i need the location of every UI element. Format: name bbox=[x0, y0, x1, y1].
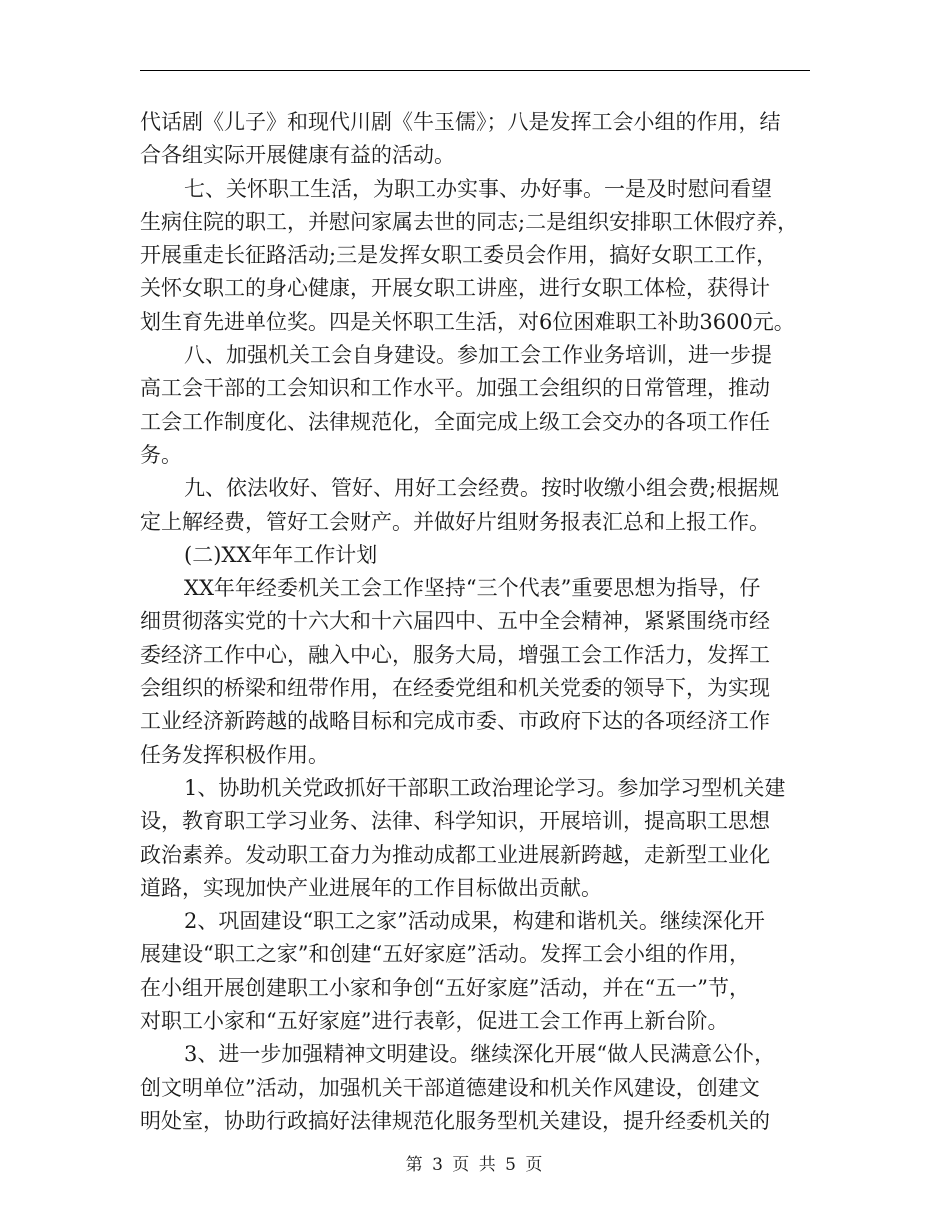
text-line: 工会工作制度化、法律规范化，全面完成上级工会交办的各项工作任 bbox=[140, 409, 770, 434]
text-line: 生病住院的职工，并慰问家属去世的同志;二是组织安排职工休假疗养， bbox=[140, 209, 799, 234]
text-line: 创文明单位”活动，加强机关干部道德建设和机关作风建设，创建文 bbox=[140, 1075, 760, 1100]
text-line: 务。 bbox=[140, 442, 182, 467]
text-line: 关怀女职工的身心健康，开展女职工讲座，进行女职工体检，获得计 bbox=[140, 276, 770, 301]
text-line: 1、协助机关党政抓好干部职工政治理论学习。参加学习型机关建 bbox=[184, 775, 786, 800]
text-line: 明处室，协助行政搞好法律规范化服务型机关建设，提升经委机关的 bbox=[140, 1108, 770, 1133]
text-line: 九、依法收好、管好、用好工会经费。按时收缴小组会费;根据规 bbox=[184, 476, 780, 501]
text-line: 在小组开展创建职工小家和争创“五好家庭”活动，并在“五一”节， bbox=[140, 975, 750, 1000]
text-line: 委经济工作中心，融入中心，服务大局，增强工会工作活力，发挥工 bbox=[140, 642, 770, 667]
text-line: 七、关怀职工生活，为职工办实事、办好事。一是及时慰问看望 bbox=[184, 176, 772, 201]
text-line: 道路，实现加快产业进展年的工作目标做出贡献。 bbox=[140, 875, 602, 900]
text-line: 任务发挥积极作用。 bbox=[140, 742, 329, 767]
text-line: 八、加强机关工会自身建设。参加工会工作业务培训，进一步提 bbox=[184, 343, 772, 368]
text-line: 会组织的桥梁和纽带作用，在经委党组和机关党委的领导下，为实现 bbox=[140, 676, 770, 701]
document-body bbox=[140, 106, 810, 1138]
text-line: 开展重走长征路活动;三是发挥女职工委员会作用，搞好女职工工作， bbox=[140, 243, 778, 268]
text-line: 2、巩固建设“职工之家”活动成果，构建和谐机关。继续深化开 bbox=[184, 909, 765, 934]
text-line: XX年年经委机关工会工作坚持“三个代表”重要思想为指导，仔 bbox=[184, 576, 761, 601]
header-rule bbox=[140, 70, 810, 71]
text-line: 合各组实际开展健康有益的活动。 bbox=[140, 143, 455, 168]
text-line: 工业经济新跨越的战略目标和完成市委、市政府下达的各项经济工作 bbox=[140, 709, 770, 734]
text-line: 对职工小家和“五好家庭”进行表彰，促进工会工作再上新台阶。 bbox=[140, 1009, 729, 1034]
text-line: 政治素养。发动职工奋力为推动成都工业进展新跨越，走新型工业化 bbox=[140, 842, 770, 867]
text-line: (二)XX年年工作计划 bbox=[184, 542, 378, 567]
text-line: 细贯彻落实党的十六大和十六届四中、五中全会精神，紧紧围绕市经 bbox=[140, 609, 770, 634]
text-line: 划生育先进单位奖。四是关怀职工生活，对6位困难职工补助3600元。 bbox=[140, 309, 795, 334]
text-line: 3、进一步加强精神文明建设。继续深化开展“做人民满意公仆， bbox=[184, 1042, 776, 1067]
text-line: 高工会干部的工会知识和工作水平。加强工会组织的日常管理，推动 bbox=[140, 376, 770, 401]
text-line: 代话剧《儿子》和现代川剧《牛玉儒》；八是发挥工会小组的作用，结 bbox=[140, 110, 781, 134]
text-line: 设，教育职工学习业务、法律、科学知识，开展培训，提高职工思想 bbox=[140, 809, 770, 834]
page-number: 第 3 页 共 5 页 bbox=[405, 1155, 545, 1175]
text-line: 展建设“职工之家”和创建“五好家庭”活动。发挥工会小组的作用， bbox=[140, 942, 750, 967]
text-line: 定上解经费，管好工会财产。并做好片组财务报表汇总和上报工作。 bbox=[140, 509, 770, 534]
